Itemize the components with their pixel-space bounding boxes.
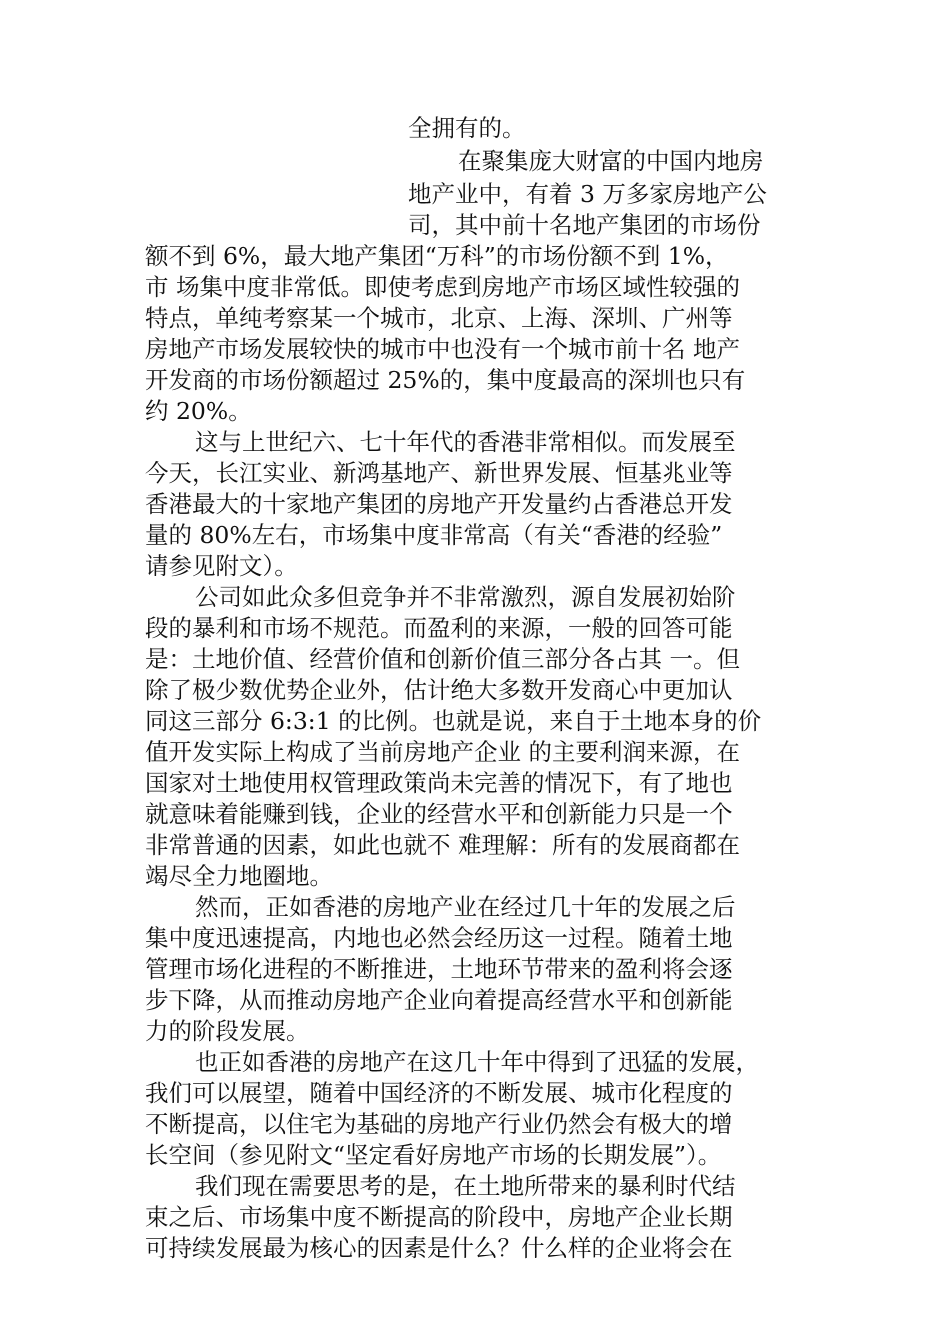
text-line: 力的阶段发展。 xyxy=(145,1017,310,1045)
text-line: 约 20%。 xyxy=(145,397,252,425)
text-line: 不断提高，以住宅为基础的房地产行业仍然会有极大的增 xyxy=(145,1110,733,1138)
text-line: 除了极少数优势企业外，估计绝大多数开发商心中更加认 xyxy=(145,676,733,704)
text-line: 长空间（参见附文“坚定看好房地产市场的长期发展”）。 xyxy=(145,1141,722,1169)
text-line: 香港最大的十家地产集团的房地产开发量约占香港总开发 xyxy=(145,490,733,518)
text-line: 司，其中前十名地产集团的市场份 xyxy=(408,211,761,239)
text-line: 我们现在需要思考的是，在土地所带来的暴利时代结 xyxy=(195,1172,736,1200)
text-line: 可持续发展最为核心的因素是什么？什么样的企业将会在 xyxy=(145,1234,733,1262)
text-line: 在聚集庞大财富的中国内地房 xyxy=(458,147,764,175)
text-line: 这与上世纪六、七十年代的香港非常相似。而发展至 xyxy=(195,428,736,456)
text-line: 全拥有的。 xyxy=(408,114,526,142)
text-line: 公司如此众多但竞争并不非常激烈，源自发展初始阶 xyxy=(195,583,736,611)
text-line: 竭尽全力地圈地。 xyxy=(145,862,333,890)
text-line: 量的 80%左右，市场集中度非常高（有关“香港的经验” xyxy=(145,521,723,549)
text-line: 就意味着能赚到钱，企业的经营水平和创新能力只是一个 xyxy=(145,800,733,828)
text-line: 是：土地价值、经营价值和创新价值三部分各占其 一。但 xyxy=(145,645,740,673)
text-line: 请参见附文）。 xyxy=(145,552,298,580)
text-line: 步下降，从而推动房地产企业向着提高经营水平和创新能 xyxy=(145,986,733,1014)
text-line: 市 场集中度非常低。即使考虑到房地产市场区域性较强的 xyxy=(145,273,740,301)
text-line: 地产业中，有着 3 万多家房地产公 xyxy=(408,180,767,208)
text-line: 特点，单纯考察某一个城市，北京、上海、深圳、广州等 xyxy=(145,304,733,332)
text-line: 非常普通的因素，如此也就不 难理解：所有的发展商都在 xyxy=(145,831,740,859)
text-line: 束之后、市场集中度不断提高的阶段中，房地产企业长期 xyxy=(145,1203,733,1231)
text-line: 我们可以展望，随着中国经济的不断发展、城市化程度的 xyxy=(145,1079,733,1107)
text-line: 集中度迅速提高，内地也必然会经历这一过程。随着土地 xyxy=(145,924,733,952)
text-line: 然而，正如香港的房地产业在经过几十年的发展之后 xyxy=(195,893,736,921)
text-line: 今天，长江实业、新鸿基地产、新世界发展、恒基兆业等 xyxy=(145,459,733,487)
text-line: 房地产市场发展较快的城市中也没有一个城市前十名 地产 xyxy=(145,335,740,363)
text-line: 额不到 6%，最大地产集团“万科”的市场份额不到 1%， xyxy=(145,242,729,270)
text-line: 值开发实际上构成了当前房地产企业 的主要利润来源，在 xyxy=(145,738,740,766)
text-line: 开发商的市场份额超过 25%的，集中度最高的深圳也只有 xyxy=(145,366,746,394)
text-line: 管理市场化进程的不断推进，土地环节带来的盈利将会逐 xyxy=(145,955,733,983)
text-line: 同这三部分 6:3:1 的比例。也就是说，来自于土地本身的价 xyxy=(145,707,762,735)
text-line: 国家对土地使用权管理政策尚未完善的情况下，有了地也 xyxy=(145,769,733,797)
text-line: 也正如香港的房地产在这几十年中得到了迅猛的发展， xyxy=(195,1048,759,1076)
text-line: 段的暴利和市场不规范。而盈利的来源，一般的回答可能 xyxy=(145,614,733,642)
